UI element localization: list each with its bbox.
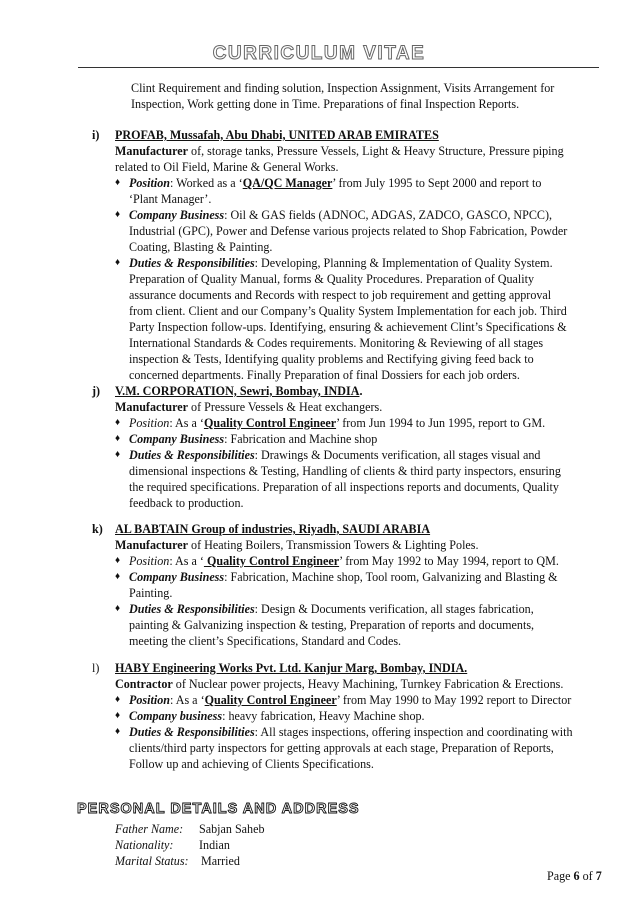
item-text: : Drawings & Documents verification, all stages visual and <box>254 448 541 462</box>
item-text: concerned departments. Finally Preparation of final Dossiers for each job orders. <box>129 368 520 382</box>
company-business-item <box>115 207 604 255</box>
duties-item <box>115 601 604 649</box>
item-label: Company Business <box>129 432 225 446</box>
item-text: ’ from Jun 1994 to Jun 1995, report to GM. <box>336 416 546 430</box>
item-text: ‘Plant Manager’. <box>129 192 212 206</box>
item-text: : Developing, Planning & Implementation of Quality System. <box>254 256 553 270</box>
item-text: dimensional inspections & Testing, Handling of clients & third party inspectors, ensuring <box>129 464 561 478</box>
item-label: Duties & Responsibilities <box>129 602 255 616</box>
item-text: : heavy fabrication, Heavy Machine shop. <box>222 709 425 723</box>
item-text: : Oil & GAS fields (ADNOC, ADGAS, ZADCO, GASCO, NPCC), <box>224 208 553 222</box>
page-of: of <box>579 869 596 883</box>
position-title: QA/QC Manager <box>242 176 333 190</box>
item-label: Position <box>129 416 170 430</box>
item-text: painting & Galvanizing inspection & testing, Preparation of reports and documents, <box>129 618 535 632</box>
company-business-item <box>115 708 604 724</box>
employer-title: PROFAB, Mussafah, Abu Dhabi, UNITED ARAB EMIRATES <box>115 128 439 142</box>
item-label: Company Business <box>129 208 225 222</box>
item-text: : As a ‘ <box>169 416 204 430</box>
company-type: Manufacturer <box>115 144 188 158</box>
employment-section-profab <box>92 127 604 383</box>
item-text: : Design & Documents verification, all stages fabrication, <box>254 602 534 616</box>
document-title: CURRICULUM VITAE <box>212 43 426 64</box>
company-description: of, storage tanks, Pressure Vessels, Light & Heavy Structure, Pressure piping <box>191 144 564 158</box>
intro-line: Clint Requirement and finding solution, Inspection Assignment, Visits Arrangement for <box>131 81 555 95</box>
diamond-bullet-icon: ♦ <box>115 433 121 444</box>
field-value: Married <box>201 854 240 868</box>
diamond-bullet-icon: ♦ <box>115 726 121 737</box>
item-text: ’ from May 1992 to May 1994, report to QM. <box>339 554 559 568</box>
item-text: meeting the client’s Specifications, Standard and Codes. <box>129 634 402 648</box>
diamond-bullet-icon: ♦ <box>115 555 121 566</box>
intro-line: Inspection, Work getting done in Time. Preparations of final Inspection Reports. <box>131 97 520 111</box>
section-label: l) <box>92 661 100 675</box>
personal-row-marital-status <box>115 853 265 869</box>
position-title: Quality Control Engineer <box>204 693 337 707</box>
position-item <box>115 175 604 207</box>
position-title: Quality Control Engineer <box>203 554 340 568</box>
item-label: Position <box>129 693 170 707</box>
item-text: clients/third party inspectors for getting approvals at each stage, Preparation of Reports, <box>129 741 554 755</box>
duties-item <box>115 447 604 511</box>
page-number <box>547 868 602 884</box>
page-total: 7 <box>595 869 602 883</box>
diamond-bullet-icon: ♦ <box>115 417 121 428</box>
item-text: : Worked as a ‘ <box>170 176 243 190</box>
item-text: : Fabrication and Machine shop <box>224 432 378 446</box>
field-value: Sabjan Saheb <box>199 822 265 836</box>
item-text: Party Inspection follow-ups. Identifying, ensuring & achievement Clint’s Specifications & <box>129 320 567 334</box>
item-text: assurance documents and Records with respect to job requirement and getting approval <box>129 288 552 302</box>
section-label: j) <box>92 384 101 398</box>
personal-row-nationality <box>115 837 265 853</box>
employer-title: HABY Engineering Works Pvt. Ltd. Kanjur Marg, Bombay, INDIA. <box>115 661 468 675</box>
item-text: International Standards & Codes requirements. Monitoring & Reviewing of all stages <box>129 336 544 350</box>
item-text: feedback to production. <box>129 496 244 510</box>
page-current: 6 <box>573 869 580 883</box>
company-type: Manufacturer <box>115 538 188 552</box>
field-value: Indian <box>199 838 230 852</box>
item-text: the required specifications. Preparation of all inspections reports and documents, Quality <box>129 480 559 494</box>
position-title: Quality Control Engineer <box>203 416 337 430</box>
personal-row-father-name <box>115 821 265 837</box>
header-divider <box>78 67 599 68</box>
section-label: k) <box>92 522 103 536</box>
company-type: Manufacturer <box>115 400 188 414</box>
item-text: : All stages inspections, offering inspection and coordinating with <box>254 725 573 739</box>
personal-details <box>115 821 265 869</box>
position-item <box>115 415 604 431</box>
intro-paragraph <box>131 80 601 112</box>
item-text: : Fabrication, Machine shop, Tool room, Galvanizing and Blasting & <box>224 570 558 584</box>
diamond-bullet-icon: ♦ <box>115 571 121 582</box>
personal-details-heading: PERSONAL DETAILS AND ADDRESS <box>77 801 360 817</box>
diamond-bullet-icon: ♦ <box>115 449 121 460</box>
company-business-item <box>115 431 604 447</box>
item-label: Company business <box>129 709 223 723</box>
field-label: Father Name: <box>115 822 184 836</box>
diamond-bullet-icon: ♦ <box>115 603 121 614</box>
item-label: Duties & Responsibilities <box>129 448 255 462</box>
company-description: of Nuclear power projects, Heavy Machining, Turnkey Fabrication & Erections. <box>175 677 564 691</box>
field-label: Marital Status: <box>115 854 189 868</box>
page-prefix: Page <box>547 869 574 883</box>
item-label: Position <box>129 554 170 568</box>
duties-item <box>115 724 604 772</box>
item-text: ’ from July 1995 to Sept 2000 and report to <box>332 176 542 190</box>
diamond-bullet-icon: ♦ <box>115 694 121 705</box>
item-text: Preparation of Quality Manual, forms & Quality Procedures. Preparation of Quality <box>129 272 535 286</box>
position-item <box>115 553 604 569</box>
item-text: : As a ‘ <box>169 554 204 568</box>
position-item <box>115 692 604 708</box>
diamond-bullet-icon: ♦ <box>115 710 121 721</box>
company-type: Contractor <box>115 677 173 691</box>
item-text: : As a ‘ <box>170 693 205 707</box>
item-text: Coating, Blasting & Painting. <box>129 240 273 254</box>
field-label: Nationality: <box>115 838 174 852</box>
item-label: Duties & Responsibilities <box>129 725 255 739</box>
company-description: of Heating Boilers, Transmission Towers & Lighting Poles. <box>191 538 479 552</box>
employer-title: V.M. CORPORATION, Sewri, Bombay, INDIA <box>115 384 360 398</box>
employment-section-al-babtain <box>92 521 604 649</box>
item-label: Position <box>129 176 170 190</box>
company-description: of Pressure Vessels & Heat exchangers. <box>191 400 383 414</box>
item-text: from client. Client and our Company’s Quality System Implementation for each job. Third <box>129 304 567 318</box>
title-suffix: . <box>359 384 363 398</box>
duties-item <box>115 255 604 383</box>
section-label: i) <box>92 128 100 142</box>
item-text: Painting. <box>129 586 173 600</box>
company-business-item <box>115 569 604 601</box>
diamond-bullet-icon: ♦ <box>115 257 121 268</box>
diamond-bullet-icon: ♦ <box>115 177 121 188</box>
employment-section-vm-corporation <box>92 383 604 511</box>
item-label: Duties & Responsibilities <box>129 256 255 270</box>
item-text: Industrial (GPC), Power and Defense various projects related to Shop Fabrication, Powder <box>129 224 568 238</box>
item-text: Follow up and achieving of Clients Specifications. <box>129 757 374 771</box>
employment-section-haby <box>92 660 604 772</box>
employer-title: AL BABTAIN Group of industries, Riyadh, SAUDI ARABIA <box>115 522 431 536</box>
item-text: inspection & Tests, Identifying quality problems and Rectifying giving feed back to <box>129 352 534 366</box>
diamond-bullet-icon: ♦ <box>115 209 121 220</box>
item-label: Company Business <box>129 570 225 584</box>
item-text: ’ from May 1990 to May 1992 report to Director <box>336 693 572 707</box>
company-description: related to Oil Field, Marine & General Works. <box>115 160 339 174</box>
